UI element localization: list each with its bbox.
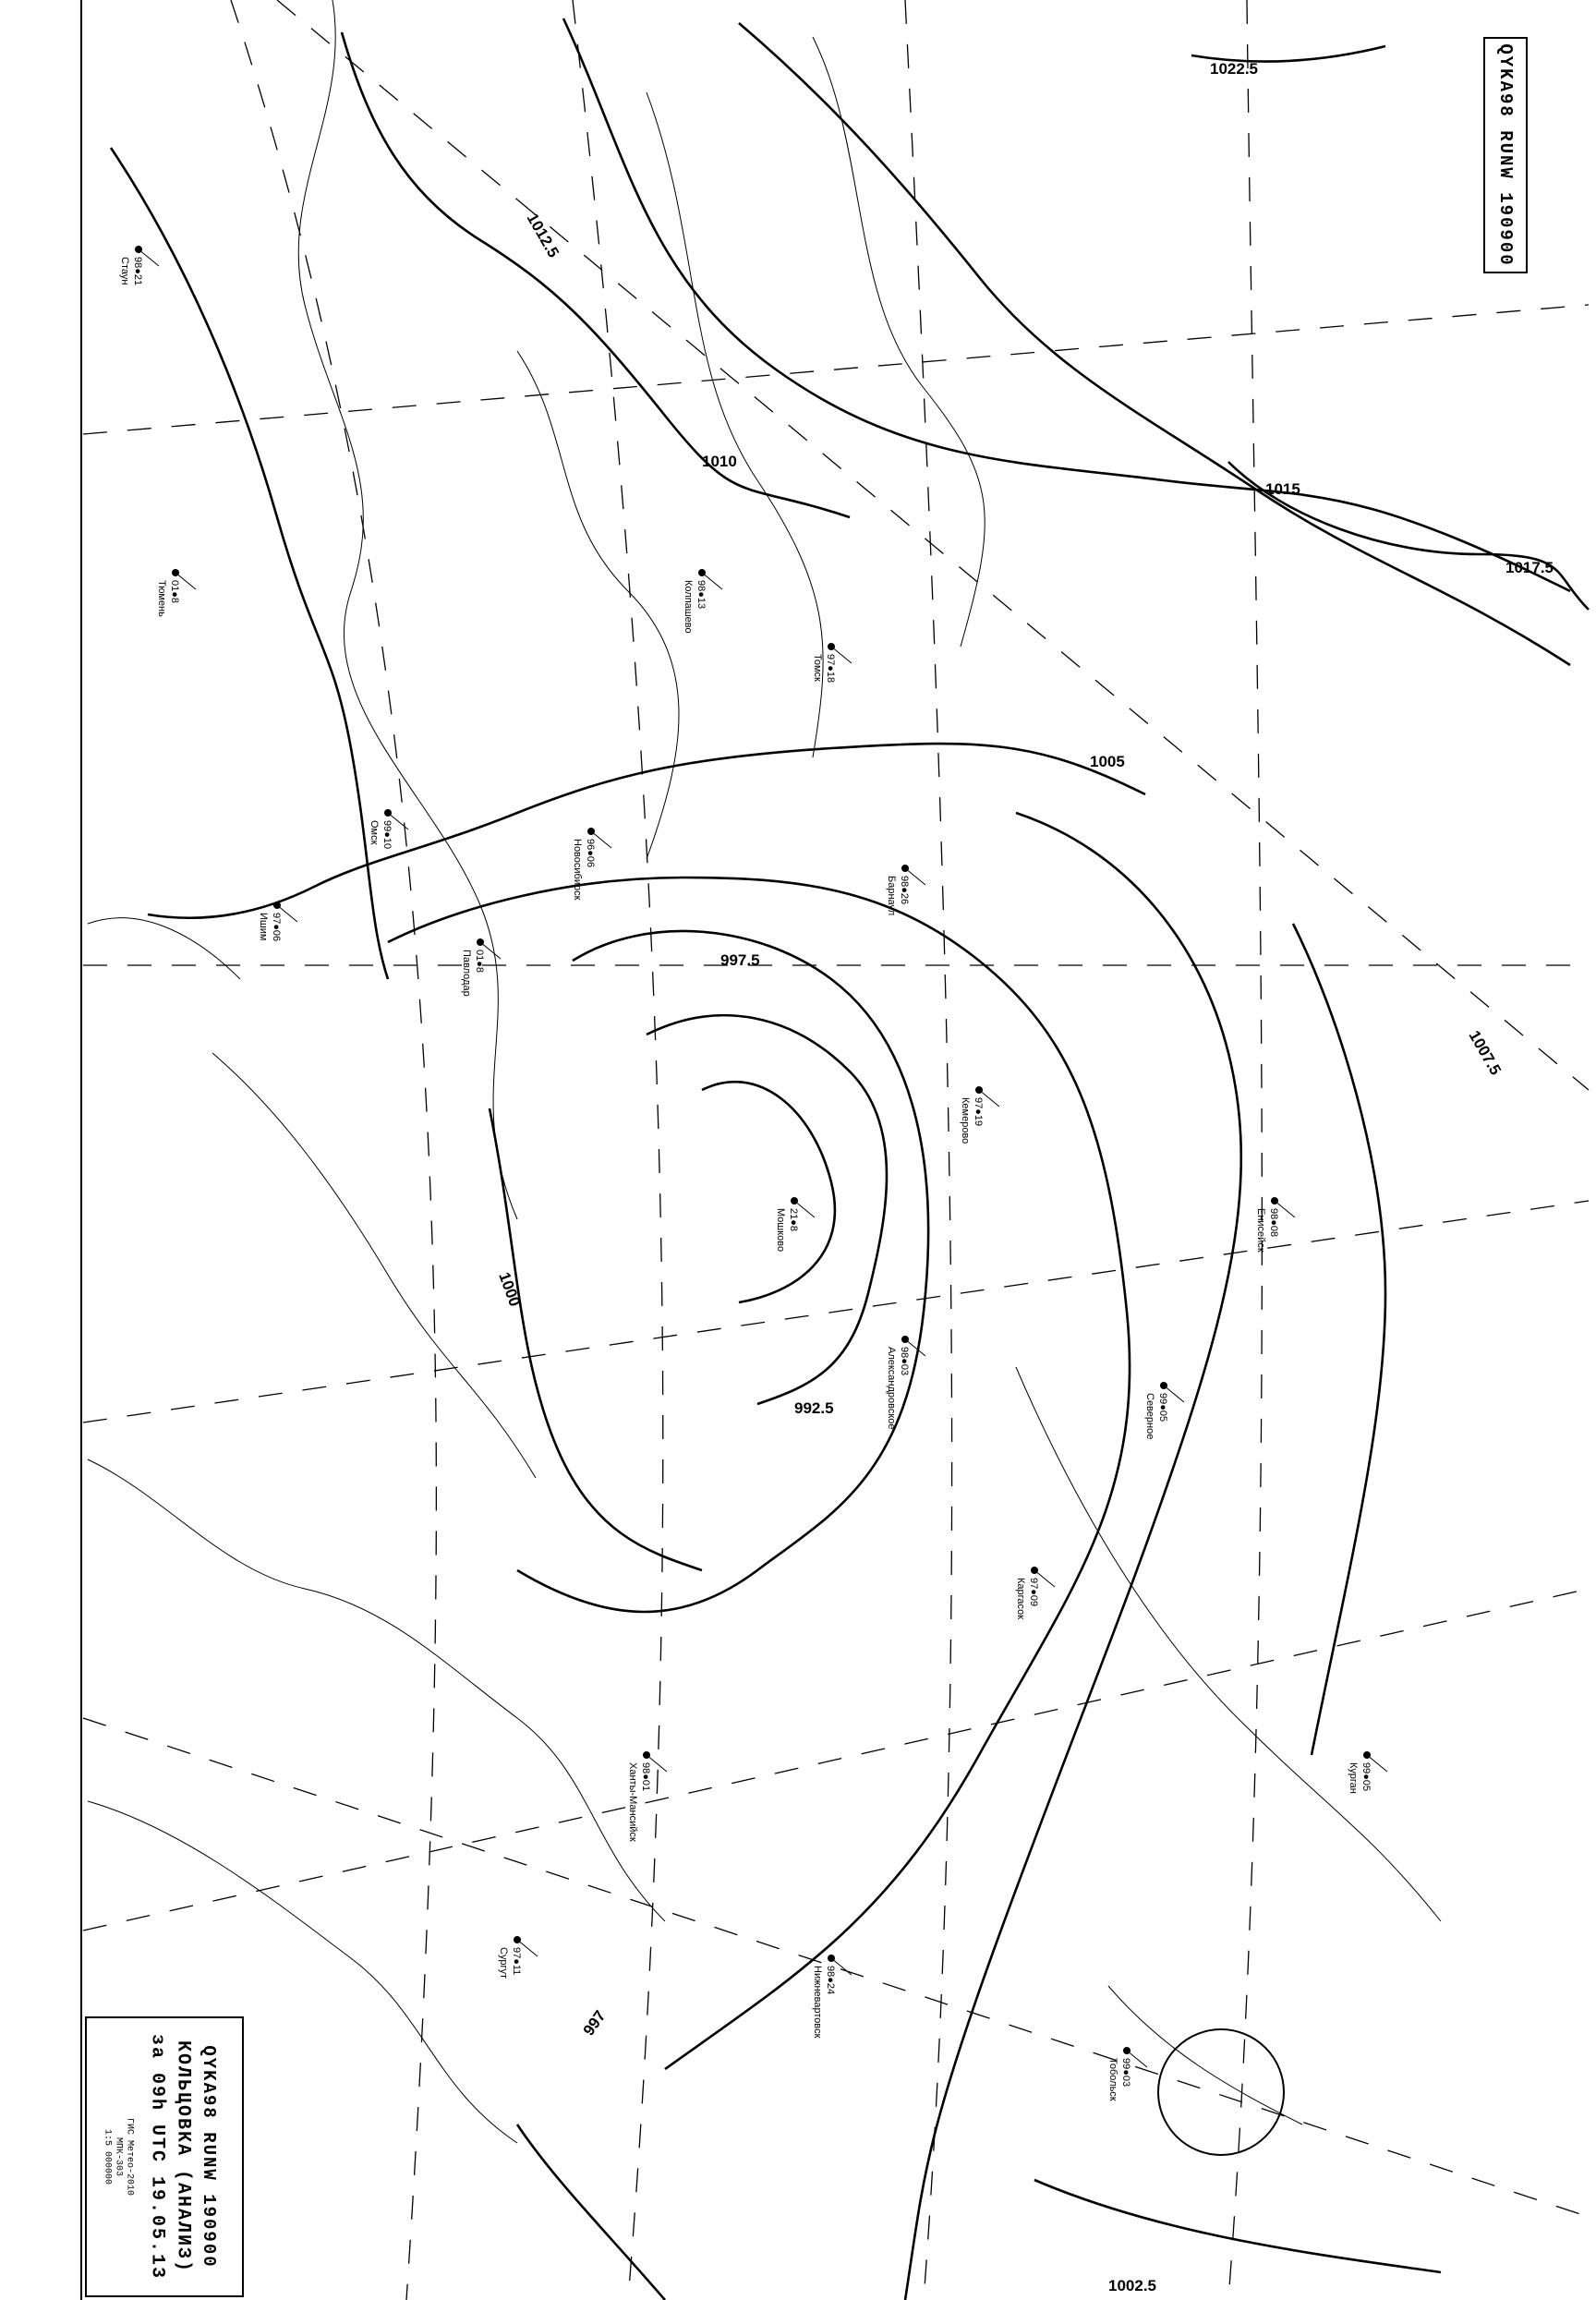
station-value: 21●8 [788,1208,799,1231]
credit-line: ГИС Метео-2010 [124,2117,135,2197]
isobar-label: 1000 [495,1269,525,1309]
station-value: 01●8 [474,950,485,973]
station-name: Кемерово [960,1097,971,1144]
station-dot [587,828,595,835]
station-dot [172,569,179,576]
isobar-label: 1015 [1265,480,1300,498]
station-name: Ишим [258,913,269,941]
isobar-label: 1002.5 [1108,2277,1156,2294]
station-name: Александровское [886,1347,897,1430]
station-name: Курган [1348,1762,1359,1794]
station-value: 99●05 [1360,1762,1372,1792]
station-value: 97●11 [511,1947,522,1976]
credit-line: 1:5 000000 [102,2128,113,2185]
station-dot [1271,1197,1278,1204]
station-dot [135,246,142,253]
station-name: Ханты-Мансийск [627,1762,638,1842]
station-value: 98●01 [640,1762,651,1792]
station-name: Томск [812,654,823,682]
station-name: Новосибирск [572,839,583,901]
station-name: Тюмень [156,580,167,617]
station-value: 98●08 [1268,1208,1279,1238]
station-value: 98●21 [132,257,143,286]
header-code-box [1483,37,1528,273]
station-name: Мошково [775,1208,786,1253]
station-dot [643,1751,650,1759]
station-value: 96●06 [585,839,596,868]
station-value: 99●10 [381,820,393,850]
station-dot [901,1336,909,1343]
station-dot [384,809,392,817]
station-name: Сургут [498,1947,509,1979]
station-dot [901,865,909,872]
isobar-label: 997 [579,2007,610,2040]
station-name: Нижневартовск [812,1966,823,2039]
station-dot [975,1086,983,1094]
station-value: 98●26 [899,876,910,905]
legend-box [85,2016,244,2297]
station-dot [791,1197,798,1204]
isobar-label: 1007.5 [1465,1027,1505,1079]
footer-title: КОЛЬЦОВКА (АНАЛИЗ) [172,2040,194,2274]
station-name: Павлодар [461,950,472,997]
station-value: 97●18 [825,654,836,684]
station-name: Северное [1144,1393,1155,1440]
station-name: Стаун [119,257,130,285]
isobar-label: 1005 [1090,753,1125,770]
station-value: 98●03 [899,1347,910,1376]
isobar-label: 997.5 [720,951,760,969]
station-name: Енисейск [1255,1208,1266,1253]
isobar-label: 1010 [702,453,737,470]
station-name: Барнаул [886,876,897,916]
station-value: 98●13 [695,580,707,610]
footer-code: QYKA98 RUNW 190900 [199,2045,219,2269]
station-value: 01●8 [169,580,180,603]
station-dot [477,938,484,946]
isobar-label: 1017.5 [1505,559,1554,576]
isobar-label: 1012.5 [523,210,562,261]
station-value: 97●19 [973,1097,984,1127]
station-dot [1123,2047,1130,2054]
station-dot [828,643,835,650]
station-dot [1031,1567,1038,1574]
isobar-label: 992.5 [794,1399,834,1417]
station-dot [828,1955,835,1962]
station-dot [1363,1751,1371,1759]
station-name: Тобольск [1107,2058,1118,2101]
station-name: Колпашево [683,580,694,634]
station-dot [698,569,706,576]
station-name: Каргасок [1015,1578,1026,1620]
station-dot [1160,1382,1167,1389]
isobar-label: 1022.5 [1210,60,1258,78]
station-value: 97●09 [1028,1578,1039,1607]
station-name: Омск [369,820,380,845]
station-value: 97●06 [271,913,282,942]
footer-date: за 09h UTC 19.05.13 [146,2033,168,2281]
station-dot [273,902,281,909]
station-dot [514,1936,521,1943]
station-value: 99●05 [1157,1393,1168,1422]
station-value: 99●03 [1120,2058,1131,2088]
station-value: 98●24 [825,1966,836,1995]
header-code: QYKA98 RUNW 190900 [1495,43,1516,267]
credit-line: МПК-303 [113,2137,124,2177]
